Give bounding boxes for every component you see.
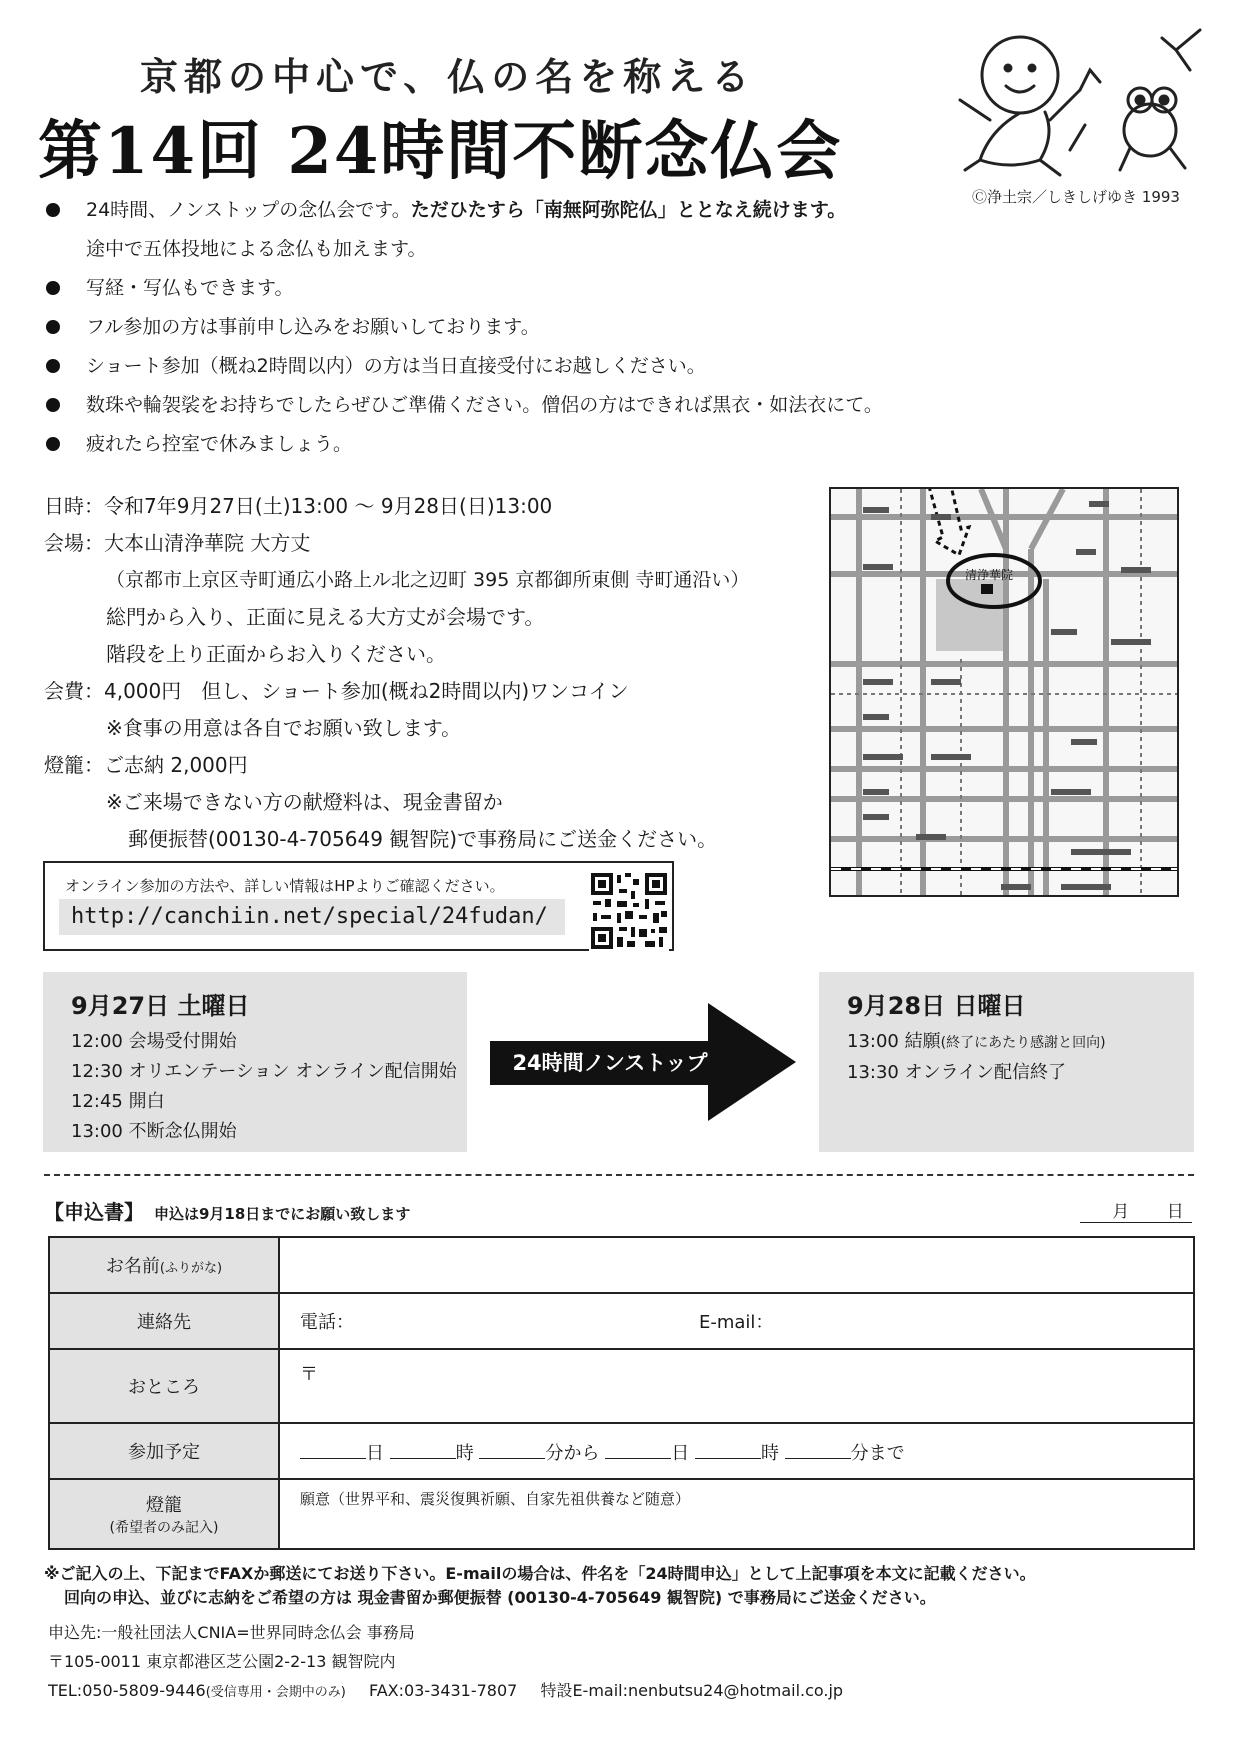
schedule-item: 13:00 不断念仏開始 (71, 1121, 237, 1142)
name-label-cell (49, 1237, 279, 1293)
day1-title: 9月27日 土曜日 (71, 992, 250, 1020)
form-header (44, 1196, 410, 1225)
form-deadline: 申込は9月18日までにお願い致します (154, 1205, 411, 1223)
name-field[interactable] (279, 1237, 1194, 1293)
feature-text: ショート参加（概ね2時間以内）の方は当日直接受付にお越しください。 (86, 355, 706, 377)
form-row-address (49, 1349, 1194, 1423)
form-date-field[interactable] (1080, 1197, 1192, 1223)
contact-label: 連絡先 (49, 1293, 279, 1349)
bullet-icon (46, 320, 60, 334)
feature-item (40, 434, 970, 454)
bullet-icon (46, 281, 60, 295)
bullet-icon (46, 398, 60, 412)
access-map (829, 487, 1179, 897)
feature-text: 24時間、ノンストップの念仏会です。 (86, 199, 411, 221)
day-blank[interactable] (300, 1438, 366, 1459)
application-form (48, 1236, 1195, 1550)
unit-label: 時 (455, 1442, 474, 1464)
online-info-box (43, 861, 674, 951)
contact-tel-note: (受信専用・会期中のみ) (205, 1685, 346, 1700)
schedule-label: 参加予定 (49, 1423, 279, 1479)
fee-note: ※食事の用意は各自でお願い致します。 (106, 716, 462, 740)
schedule-item: 12:00 会場受付開始 (71, 1031, 237, 1052)
address-field[interactable] (279, 1349, 1194, 1423)
day2-title: 9月28日 日曜日 (847, 992, 1026, 1020)
note-line: 回向の申込、並びに志納をご希望の方は 現金書留か郵便振替 (00130-4-705649 観智院) で事務局にご送金ください。 (64, 1588, 936, 1607)
lantern-label-cell (49, 1479, 279, 1549)
schedule-day1 (43, 972, 467, 1152)
feature-item (40, 317, 970, 337)
feature-item (40, 395, 970, 415)
contact-fax: FAX:03-3431-7807 (368, 1681, 518, 1700)
schedule-day2 (819, 972, 1194, 1152)
unit-label: 分から (545, 1442, 600, 1464)
bullet-icon (46, 437, 60, 451)
minute-blank[interactable] (479, 1438, 545, 1459)
venue-note: 総門から入り、正面に見える大方丈が会場です。 (106, 605, 545, 629)
lantern-sublabel: (希望者のみ記入) (109, 1520, 219, 1536)
phone-label: 電話： (300, 1312, 354, 1333)
address-label: おところ (49, 1349, 279, 1423)
feature-text: 数珠や輪袈裟をお持ちでしたらぜひご準備ください。僧侶の方はできれば黒衣・如法衣にて。 (86, 394, 883, 416)
online-info-text: オンライン参加の方法や、詳しい情報はHPよりご確認ください。 (65, 877, 505, 895)
feature-item (40, 200, 970, 259)
event-subtitle: 京都の中心で、仏の名を称える (140, 54, 756, 99)
feature-continuation: 途中で五体投地による念仏も加えます。 (86, 238, 427, 260)
mascot-illustration (950, 20, 1210, 182)
email-label: E-mail： (699, 1312, 774, 1333)
illustration-credit: Ⓒ浄土宗／しきしげゆき 1993 (972, 188, 1180, 206)
schedule-item-note: (終了にあたり感謝と回向) (940, 1035, 1106, 1051)
schedule-item: 12:45 開白 (71, 1091, 165, 1112)
unit-label: 時 (760, 1442, 779, 1464)
contact-address: 〒105-0011 東京都港区芝公園2-2-13 観智院内 (48, 1652, 396, 1671)
feature-list (40, 200, 970, 473)
contact-info (48, 1618, 843, 1707)
schedule-item-main: 13:00 結願 (847, 1031, 941, 1052)
contact-tel: TEL:050-5809-9446 (48, 1681, 206, 1700)
date-month-label: 月 (1112, 1202, 1132, 1222)
feature-text: フル参加の方は事前申し込みをお願いしております。 (86, 316, 540, 338)
feature-item (40, 356, 970, 376)
form-row-schedule (49, 1423, 1194, 1479)
contact-org: 申込先:一般社団法人CNIA=世界同時念仏会 事務局 (48, 1623, 415, 1642)
submission-notes (44, 1562, 1036, 1610)
minute-blank[interactable] (785, 1438, 851, 1459)
schedule-item: 13:30 オンライン配信終了 (847, 1062, 1067, 1083)
lantern-fee: 燈籠：ご志納 2,000円 (44, 753, 248, 777)
schedule-item: 12:30 オリエンテーション オンライン配信開始 (71, 1061, 457, 1082)
unit-label: 分まで (850, 1442, 905, 1464)
postal-mark: 〒 (300, 1364, 318, 1385)
event-info (44, 488, 749, 858)
nonstop-arrow (486, 1003, 796, 1121)
bullet-icon (46, 359, 60, 373)
feature-text: 写経・写仏もできます。 (86, 277, 294, 299)
venue-note: 階段を上り正面からお入りください。 (106, 642, 446, 666)
contact-phones (48, 1676, 843, 1707)
schedule-item (847, 1027, 1194, 1058)
day-blank[interactable] (605, 1438, 671, 1459)
form-title: 【申込書】 (44, 1200, 144, 1224)
hour-blank[interactable] (695, 1438, 761, 1459)
schedule-field[interactable] (279, 1423, 1194, 1479)
form-row-lantern (49, 1479, 1194, 1549)
map-temple-label: 清浄華院 (965, 568, 1014, 582)
form-row-contact (49, 1293, 1194, 1349)
bullet-icon (46, 203, 60, 217)
event-date: 日時：令和7年9月27日(土)13:00 ～ 9月28日(日)13:00 (44, 494, 553, 518)
hour-blank[interactable] (390, 1438, 456, 1459)
lantern-hint: 願意（世界平和、震災復興祈願、自家先祖供養など随意） (300, 1490, 691, 1508)
event-fee: 会費：4,000円 但し、ショート参加(概ね2時間以内)ワンコイン (44, 679, 629, 703)
contact-field[interactable] (279, 1293, 1194, 1349)
website-link[interactable]: http://canchiin.net/special/24fudan/ (59, 899, 565, 935)
feature-text: 疲れたら控室で休みましょう。 (86, 433, 353, 455)
cut-line (44, 1174, 1194, 1176)
qr-code-icon[interactable] (589, 871, 669, 951)
venue-address: （京都市上京区寺町通広小路上ル北之辺町 395 京都御所東側 寺町通沿い） (106, 569, 750, 591)
unit-label: 日 (366, 1442, 384, 1464)
name-label: お名前 (105, 1256, 160, 1277)
contact-email[interactable]: 特設E-mail:nenbutsu24@hotmail.co.jp (540, 1681, 844, 1700)
note-line: ※ご記入の上、下記までFAXか郵送にてお送り下さい。E-mailの場合は、件名を「24時間申込」として上記事項を本文に記載ください。 (44, 1564, 1036, 1583)
feature-item (40, 278, 970, 298)
event-title: 第14回 24時間不断念仏会 (38, 114, 843, 189)
unit-label: 日 (671, 1442, 690, 1464)
event-venue: 会場：大本山清浄華院 大方丈 (44, 531, 311, 555)
lantern-field[interactable] (279, 1479, 1194, 1549)
lantern-note: 郵便振替(00130-4-705649 観智院)で事務局にご送金ください。 (128, 827, 718, 851)
lantern-note: ※ご来場できない方の献燈料は、現金書留か (106, 790, 503, 814)
nonstop-label: 24時間ノンストップ (490, 1041, 730, 1085)
name-sublabel: (ふりがな) (159, 1261, 223, 1276)
date-day-label: 日 (1166, 1202, 1186, 1222)
feature-emphasis: ただひたすら「南無阿弥陀仏」ととなえ続けます。 (410, 199, 847, 221)
form-row-name (49, 1237, 1194, 1293)
lantern-label: 燈籠 (146, 1495, 182, 1516)
